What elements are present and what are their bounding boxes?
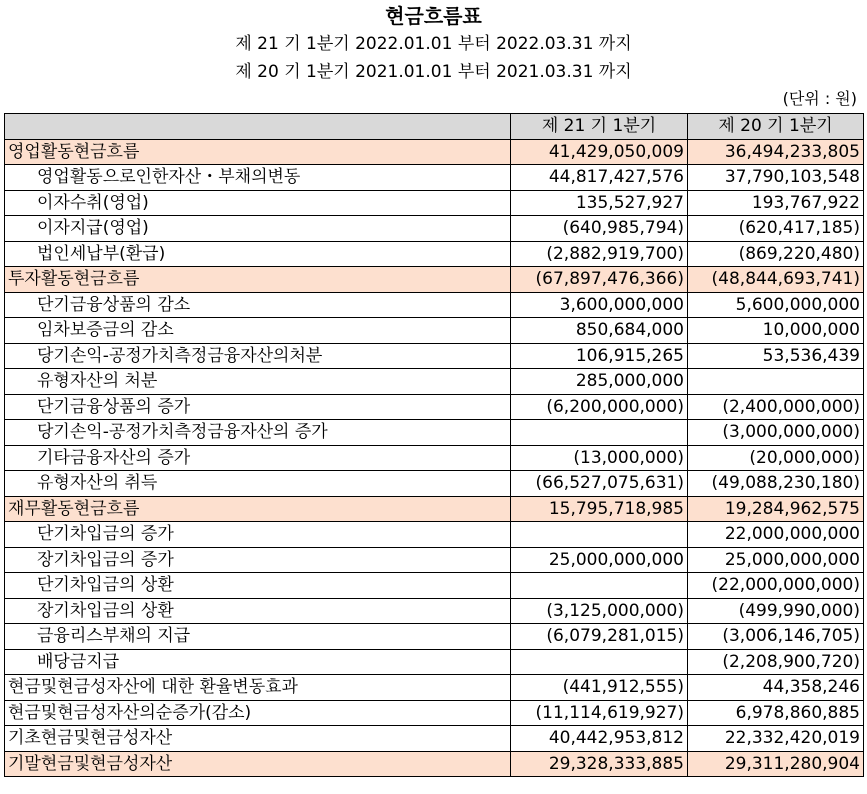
row-prior-value: (2,208,900,720) <box>688 649 864 675</box>
row-current-value: (6,079,281,015) <box>511 624 688 650</box>
row-label: 금융리스부채의 지급 <box>5 624 511 650</box>
row-prior-value: 5,600,000,000 <box>688 292 864 318</box>
row-prior-value: (20,000,000) <box>688 445 864 471</box>
table-row <box>5 598 864 624</box>
table-row <box>5 726 864 752</box>
table-row <box>5 700 864 726</box>
row-prior-value: 10,000,000 <box>688 318 864 344</box>
row-prior-value: 37,790,103,548 <box>688 165 864 191</box>
row-current-value: (3,125,000,000) <box>511 598 688 624</box>
row-label: 당기손익-공정가치측정금융자산의처분 <box>5 343 511 369</box>
row-current-value: 40,442,953,812 <box>511 726 688 752</box>
row-label: 투자활동현금흐름 <box>5 267 511 293</box>
table-row <box>5 292 864 318</box>
row-prior-value: (2,400,000,000) <box>688 394 864 420</box>
row-current-value: 285,000,000 <box>511 369 688 395</box>
row-label: 당기손익-공정가치측정금융자산의 증가 <box>5 420 511 446</box>
row-prior-value: 19,284,962,575 <box>688 496 864 522</box>
row-prior-value: 6,978,860,885 <box>688 700 864 726</box>
row-label: 이자수취(영업) <box>5 190 511 216</box>
row-current-value <box>511 420 688 446</box>
table-row <box>5 675 864 701</box>
row-current-value: (66,527,075,631) <box>511 471 688 497</box>
row-current-value: 106,915,265 <box>511 343 688 369</box>
row-label: 단기금융상품의 감소 <box>5 292 511 318</box>
row-current-value <box>511 522 688 548</box>
header-prior-period: 제 20 기 1분기 <box>688 114 864 140</box>
table-row <box>5 165 864 191</box>
table-row <box>5 139 864 165</box>
table-row <box>5 267 864 293</box>
row-prior-value: (48,844,693,741) <box>688 267 864 293</box>
row-prior-value: 44,358,246 <box>688 675 864 701</box>
header-current-period: 제 21 기 1분기 <box>511 114 688 140</box>
row-prior-value: (620,417,185) <box>688 216 864 242</box>
row-prior-value: 22,332,420,019 <box>688 726 864 752</box>
table-row <box>5 318 864 344</box>
table-body <box>5 139 864 777</box>
row-prior-value: 53,536,439 <box>688 343 864 369</box>
row-current-value: (6,200,000,000) <box>511 394 688 420</box>
row-prior-value: (3,006,146,705) <box>688 624 864 650</box>
table-row <box>5 471 864 497</box>
row-current-value: 850,684,000 <box>511 318 688 344</box>
row-current-value: 25,000,000,000 <box>511 547 688 573</box>
table-row <box>5 624 864 650</box>
table-row <box>5 751 864 777</box>
table-header-row <box>5 114 864 140</box>
unit-label: (단위 : 원) <box>782 89 857 108</box>
row-prior-value: 193,767,922 <box>688 190 864 216</box>
row-label: 기말현금및현금성자산 <box>5 751 511 777</box>
row-prior-value: (49,088,230,180) <box>688 471 864 497</box>
row-label: 단기차입금의 증가 <box>5 522 511 548</box>
row-label: 장기차입금의 증가 <box>5 547 511 573</box>
table-row <box>5 496 864 522</box>
row-prior-value: 29,311,280,904 <box>688 751 864 777</box>
header-label <box>5 114 511 140</box>
row-prior-value: 22,000,000,000 <box>688 522 864 548</box>
row-label: 유형자산의 취득 <box>5 471 511 497</box>
row-current-value: 3,600,000,000 <box>511 292 688 318</box>
statement-title: 현금흐름표 <box>385 4 482 28</box>
row-label: 이자지급(영업) <box>5 216 511 242</box>
row-current-value: (2,882,919,700) <box>511 241 688 267</box>
row-label: 영업활동으로인한자산・부채의변동 <box>5 165 511 191</box>
row-label: 단기차입금의 상환 <box>5 573 511 599</box>
period-prior: 제 20 기 1분기 2021.01.01 부터 2021.03.31 까지 <box>235 62 632 82</box>
row-label: 단기금융상품의 증가 <box>5 394 511 420</box>
row-label: 배당금지급 <box>5 649 511 675</box>
row-label: 재무활동현금흐름 <box>5 496 511 522</box>
row-prior-value: (869,220,480) <box>688 241 864 267</box>
row-current-value: (11,114,619,927) <box>511 700 688 726</box>
table-row <box>5 216 864 242</box>
row-label: 현금및현금성자산의순증가(감소) <box>5 700 511 726</box>
row-label: 임차보증금의 감소 <box>5 318 511 344</box>
row-prior-value: (499,990,000) <box>688 598 864 624</box>
row-current-value: 41,429,050,009 <box>511 139 688 165</box>
table-row <box>5 420 864 446</box>
table-row <box>5 343 864 369</box>
row-label: 기타금융자산의 증가 <box>5 445 511 471</box>
row-current-value: (13,000,000) <box>511 445 688 471</box>
table-row <box>5 445 864 471</box>
row-current-value: (441,912,555) <box>511 675 688 701</box>
row-label: 기초현금및현금성자산 <box>5 726 511 752</box>
row-prior-value: (22,000,000,000) <box>688 573 864 599</box>
row-current-value <box>511 649 688 675</box>
row-prior-value: 36,494,233,805 <box>688 139 864 165</box>
row-label: 유형자산의 처분 <box>5 369 511 395</box>
row-current-value: 29,328,333,885 <box>511 751 688 777</box>
row-prior-value: 25,000,000,000 <box>688 547 864 573</box>
table-row <box>5 522 864 548</box>
row-label: 영업활동현금흐름 <box>5 139 511 165</box>
row-label: 법인세납부(환급) <box>5 241 511 267</box>
row-current-value: 44,817,427,576 <box>511 165 688 191</box>
table-row <box>5 649 864 675</box>
row-prior-value: (3,000,000,000) <box>688 420 864 446</box>
row-label: 현금및현금성자산에 대한 환율변동효과 <box>5 675 511 701</box>
table-row <box>5 369 864 395</box>
table-row <box>5 547 864 573</box>
row-label: 장기차입금의 상환 <box>5 598 511 624</box>
table-row <box>5 241 864 267</box>
row-current-value: (67,897,476,366) <box>511 267 688 293</box>
row-current-value: 135,527,927 <box>511 190 688 216</box>
table-row <box>5 190 864 216</box>
table-row <box>5 394 864 420</box>
row-current-value: (640,985,794) <box>511 216 688 242</box>
row-current-value: 15,795,718,985 <box>511 496 688 522</box>
row-current-value <box>511 573 688 599</box>
table-row <box>5 573 864 599</box>
period-current: 제 21 기 1분기 2022.01.01 부터 2022.03.31 까지 <box>235 34 632 54</box>
cash-flow-table <box>4 113 864 777</box>
row-prior-value <box>688 369 864 395</box>
